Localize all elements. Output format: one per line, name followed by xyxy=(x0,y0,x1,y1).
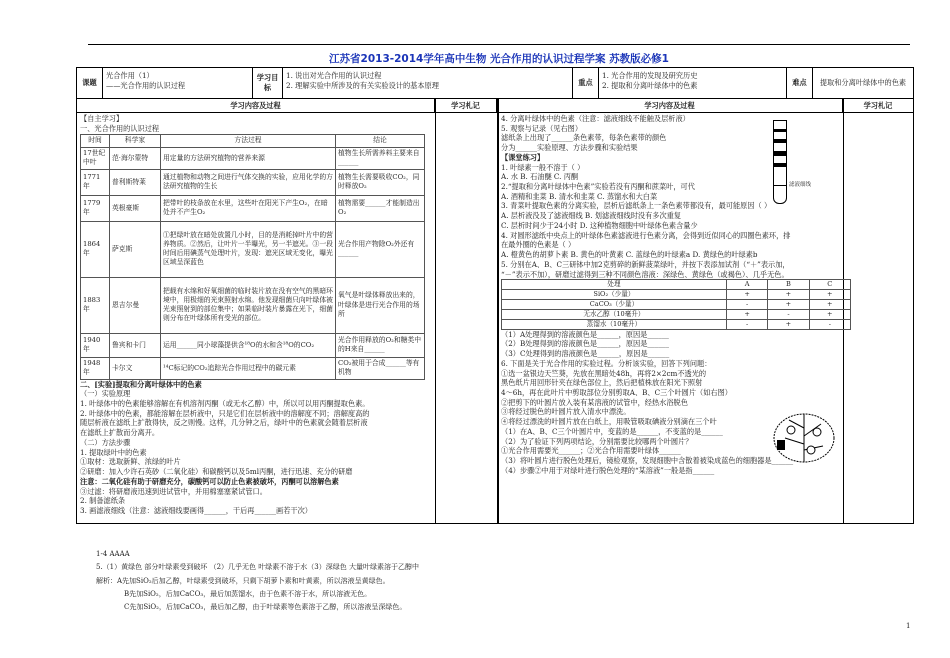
leaf-diagram xyxy=(769,408,839,468)
table-header-row xyxy=(81,135,425,147)
method-cell: 把带叶的枝条放在水里，这些叶在阳光下产生O₂，在暗处并不产生O₂ xyxy=(161,195,336,221)
table-header-cell: 方法过程 xyxy=(161,135,336,147)
table-cell: 无水乙醇（10毫升） xyxy=(502,309,727,319)
method-cell: 运用______同小球藻提供含¹⁸O的水和含¹⁸O的CO₂ xyxy=(161,333,336,357)
step: 1. 提取绿叶中的色素 xyxy=(80,447,147,457)
question-options: A. 酒精和韭菜 B. 清水和韭菜 C. 蒸馏水和大白菜 xyxy=(501,191,658,201)
answer-line: C先加SiO₂，后加CaCO₃，最后加乙醇，由于叶绿素等色素溶于乙醇，所以溶液呈深绿色。 xyxy=(124,603,407,612)
question-options: A. 层析液没及了滤液细线 B. 划滤液细线时没有多次重复 xyxy=(501,211,682,221)
sub-question: （1）在A、B、C三个叶圆片中，变蓝的是______，不变蓝的是______ xyxy=(501,426,723,436)
sub-question: （3）C处理得到的溶液颜色是______，原因是______ xyxy=(501,349,670,359)
key-list xyxy=(599,68,787,98)
step: ②研磨：加入少许石英砂（二氧化硅）和碳酸钙以及5ml丙酮，进行迅速、充分的研磨 xyxy=(80,467,353,477)
question-options: C. 层析时间少于24小时 D. 这种植物细胞中叶绿体色素含量少 xyxy=(501,220,698,230)
conclusion-cell: 氧气是叶绿体释放出来的，叶绿体是进行光合作用的场所 xyxy=(336,277,425,333)
conclusion-cell: CO₂被用于合成______等有机物 xyxy=(336,357,425,379)
step: 3. 画滤液细线（注意：滤液细线要画得______，干后再______画若干次） xyxy=(80,505,312,515)
method-cell: 用定量的方法研究植物的营养来源 xyxy=(161,147,336,169)
table-header-cell: 结论 xyxy=(336,135,425,147)
topic-label: 课题 xyxy=(77,68,103,98)
difficulty-value: 提取和分离叶绿体中的色素 xyxy=(819,78,907,88)
step: 5. 观察与记录（见右图） xyxy=(501,123,583,133)
key-item: 2. 提取和分离叶绿体中的色素 xyxy=(602,80,698,90)
paragraph: 2. 叶绿体中的色素，都能溶解在层析液中，只是它们在层析液中的溶解度不同；溶解度高的 xyxy=(80,408,370,418)
step: 4. 分离叶绿体中的色素（注意：滤液细线不能触及层析液） xyxy=(501,114,690,123)
paragraph: 在滤纸上扩散而分离开。 xyxy=(80,428,160,438)
key-label: 重点 xyxy=(573,68,599,98)
table-row xyxy=(81,357,425,379)
filter-paper-strip xyxy=(773,120,787,204)
topic-line-2: ——光合作用的认识过程 xyxy=(106,80,186,90)
question: 6. 下面是关于光合作用的实验过程。分析该实验，回答下列问题： xyxy=(501,358,712,368)
pigment-band xyxy=(774,139,786,143)
table-cell: + xyxy=(768,300,809,310)
topic-value xyxy=(103,68,253,98)
step: ④将经过漂洗的叶圆片放在白纸上，用吸管吸取碘液分别滴在三个叶 xyxy=(501,417,717,427)
table-cell: + xyxy=(809,309,850,319)
method-cell: ¹⁴C标记的CO₂追踪光合作用过程中的碳元素 xyxy=(161,357,336,379)
time-cell: 1948年 xyxy=(81,357,110,379)
table-header-cell: C xyxy=(809,280,850,290)
question: 1. 叶绿素一般不溶于（ ） xyxy=(501,162,585,172)
table-header-cell: 时间 xyxy=(81,135,110,147)
table-row xyxy=(81,333,425,357)
col-header-content-left: 学习内容及过程 xyxy=(77,99,435,113)
question-options: A. 橙黄色的胡萝卜素 B. 黄色的叶黄素 C. 蓝绿色的叶绿素a D. 黄绿色的叶绿素b xyxy=(501,250,758,260)
paragraph: 1. 叶绿体中的色素能够溶解在有机溶剂丙酮（或无水乙醇）中，所以可以用丙酮提取色素。 xyxy=(80,399,370,409)
sub-heading: （一）实验原理 xyxy=(80,389,131,399)
step: 黑色纸片用回形针夹在绿色部位上，然后把植株放在阳光下照射 xyxy=(501,378,703,388)
goal-item: 2. 理解实验中所涉及的有关实验设计的基本原理 xyxy=(286,80,439,90)
conclusion-cell: 植物生长需要吸收CO₂，同时释放O₂ xyxy=(336,169,425,195)
table-header-cell: A xyxy=(726,280,767,290)
goal-label: 学习目标 xyxy=(253,68,283,98)
section-label: 【课堂练习】 xyxy=(501,152,545,162)
question: 在最外圈的色素是（ ） xyxy=(501,240,576,250)
page-number: 1 xyxy=(906,622,911,630)
step: 分为______实验原理、方法步骤和实验结果 xyxy=(501,143,638,153)
answer-section xyxy=(96,548,419,614)
table-row xyxy=(81,277,425,333)
divider xyxy=(435,99,436,523)
answer-line: 解析：A先加SiO₂后加乙醇，叶绿素受到破坏，只剩下胡萝卜素和叶黄素，所以溶液呈黄绿色。 xyxy=(96,576,390,585)
table-cell: - xyxy=(726,300,767,310)
step: ①选一盆银边天竺葵，先放在黑暗处48h，再将2×2cm不透光的 xyxy=(501,368,707,378)
table-cell: - xyxy=(726,319,767,329)
method-cell: ①把绿叶放在暗处放置几小时，目的是消耗掉叶片中的营养物质。②然后，让叶片一半曝光，另一半遮光。③一段时间后用碘蒸气处理叶片，发现：遮光区域无变化，曝光区域呈深蓝色 xyxy=(161,221,336,277)
question: 3. 青菜叶提取色素的分离实验，层析后滤纸条上一条色素带都没有，最可能原因（ ） xyxy=(501,201,772,211)
table-cell: CaCO₃（少量） xyxy=(502,300,727,310)
pigment-band xyxy=(774,129,786,132)
scientist-cell: 恩吉尔曼 xyxy=(110,277,161,333)
table-row xyxy=(502,319,851,329)
question: “－”表示不加），研磨过滤得到三种不同颜色溶液：深绿色、黄绿色（或褐色）、几乎无色。 xyxy=(501,269,789,279)
col-header-notes-left: 学习札记 xyxy=(435,99,497,113)
table-row xyxy=(502,290,851,300)
sub-question: （2）B处理得到的溶液颜色是______，原因是______ xyxy=(501,339,669,349)
table-cell: 蒸馏水（10毫升） xyxy=(502,319,727,329)
table-header-cell: 处理 xyxy=(502,280,727,290)
time-cell: 1779年 xyxy=(81,195,110,221)
question: 5. 分别在A、B、C三研钵中加2克剪碎的新鲜菠菜绿叶，并按下表添加试剂（“＋”表示加， xyxy=(501,259,790,269)
table-row xyxy=(502,300,851,310)
table-row xyxy=(81,169,425,195)
table-header-cell: B xyxy=(768,280,809,290)
table-row xyxy=(81,221,425,277)
step: ②把剪下的叶圆片放入装有某溶液的试管中，经热水浴脱色 xyxy=(501,397,688,407)
note: 注意：二氧化硅有助于研磨充分，碳酸钙可以防止色素被破坏，丙酮可以溶解色素 xyxy=(80,476,339,486)
table-cell: SiO₂（少量） xyxy=(502,290,727,300)
sub-question: ①光合作用需要光______；②光合作用需要叶绿体______ xyxy=(501,446,681,456)
difficulty-label: 难点 xyxy=(787,68,813,98)
leaf-figure xyxy=(769,408,839,468)
pigment-band xyxy=(774,151,786,156)
method-cell: 通过植物和动物之间进行气体交换的实验，应用化学的方法研究植物的生长 xyxy=(161,169,336,195)
table-cell: + xyxy=(726,309,767,319)
scientist-cell: 萨克斯 xyxy=(110,221,161,277)
answer-line: B先加SiO₂，后加CaCO₃，最后加蒸馏水，由于色素不溶于水，所以溶液无色。 xyxy=(124,589,372,598)
sub-question: （3）将叶圆片进行脱色处理后，镜检观察，发现细胞中含散着被染成蓝色的细胞器是______ xyxy=(501,456,794,466)
answer-line: 1-4 AAAA xyxy=(96,550,130,558)
page-title: 江苏省2013-2014学年高中生物 光合作用的认识过程学案 苏教版必修1 xyxy=(329,53,669,65)
scientist-cell: 鲁宾和卡门 xyxy=(110,333,161,357)
left-content xyxy=(80,114,432,516)
history-table xyxy=(80,134,425,379)
pigment-band xyxy=(774,163,786,167)
time-cell: 17世纪中叶 xyxy=(81,147,110,169)
table-header-row xyxy=(502,280,851,290)
goal-list xyxy=(283,68,573,98)
sub-heading: （二）方法步骤 xyxy=(80,437,131,447)
scientist-cell: 卡尔文 xyxy=(110,357,161,379)
scientist-cell: 普利斯特莱 xyxy=(110,169,161,195)
chromatography-figure xyxy=(761,120,841,212)
step: ③将经过脱色的叶圆片放入清水中漂洗。 xyxy=(501,407,631,417)
question: 4. 对圆形滤纸中央点上的叶绿体色素滤液进行色素分离，会得到近似同心的四圈色素环，排 xyxy=(501,230,791,240)
section-label: 【自主学习】 xyxy=(80,114,124,123)
treatment-table xyxy=(501,279,851,329)
time-cell: 1864年 xyxy=(81,221,110,277)
table-cell: + xyxy=(809,290,850,300)
table-cell: + xyxy=(768,319,809,329)
section-heading: 二、[实验]提取和分离叶绿体中的色素 xyxy=(80,379,202,389)
table-cell: - xyxy=(809,319,850,329)
time-cell: 1883年 xyxy=(81,277,110,333)
header-row xyxy=(77,68,913,99)
top-rule xyxy=(88,44,910,45)
step: ③过滤：将研磨液迅速到进试管中，并用棉塞塞紧试管口。 xyxy=(80,486,267,496)
goal-item: 1. 说出对光合作用的认识过程 xyxy=(286,71,382,80)
table-cell: + xyxy=(768,290,809,300)
time-cell: 1940年 xyxy=(81,333,110,357)
section-heading: 一、光合作用的认识过程 xyxy=(80,123,160,133)
conclusion-cell: 植物需要______才能制造出O₂ xyxy=(336,195,425,221)
sub-question: （1）A处理得到的溶液颜色是______，原因是______ xyxy=(501,329,669,339)
paragraph: 随层析液在滤纸上扩散得快，反之则慢。这样，几分钟之后，绿叶中的色素就会随着层析液 xyxy=(80,418,368,428)
method-cell: 把载有水绵和好氧细菌的临时装片放在没有空气的黑暗环境中，用极细的光束照射水绵。他发现细菌只向叶绿体被光束照射到的部位集中；如果临时装片暴露在光下，细菌则分布在叶绿体所有受光的部位。 xyxy=(161,277,336,333)
time-cell: 1771年 xyxy=(81,169,110,195)
strip-label: 滤液细线 xyxy=(789,182,812,188)
question: 2.“提取和分离叶绿体中色素”实验若没有丙酮和蔗菜叶，可代 xyxy=(501,182,695,192)
table-row xyxy=(81,195,425,221)
col-header-content-right: 学习内容及过程 xyxy=(497,99,843,113)
topic-line-1: 光合作用（1） xyxy=(106,71,154,80)
question-options: A. 水 B. 石油醚 C. 丙酮 xyxy=(501,172,579,182)
step: ①取材：选取新鲜、浓绿的叶片 xyxy=(80,457,181,467)
table-header-cell: 科学家 xyxy=(110,135,161,147)
table-row xyxy=(81,147,425,169)
conclusion-cell: 光合作用释放的O₂和糖类中的H来自______ xyxy=(336,333,425,357)
worksheet-frame xyxy=(76,67,914,524)
scientist-cell: 英根豪斯 xyxy=(110,195,161,221)
filter-line xyxy=(774,185,786,186)
table-row xyxy=(502,309,851,319)
step: 滤纸条上出现了______条色素带，每条色素带的颜色 xyxy=(501,133,667,143)
table-cell: - xyxy=(768,309,809,319)
table-cell: + xyxy=(726,290,767,300)
step: 4～6h，再在此叶片中剪取部位分别剪取A、B、C三个叶圆片（如右图） xyxy=(501,387,732,397)
conclusion-cell: 植物生长所需养料主要来自______ xyxy=(336,147,425,169)
step: 2. 制备滤纸条 xyxy=(80,496,126,506)
sub-question: （2）为了验证下列两项结论，分别需要比较哪两个叶圆片？ xyxy=(501,436,693,446)
conclusion-cell: 光合作用产物除O₂外还有______ xyxy=(336,221,425,277)
divider xyxy=(497,99,499,523)
scientist-cell: 范·海尔蒙特 xyxy=(110,147,161,169)
col-header-notes-right: 学习札记 xyxy=(843,99,913,113)
sub-question: （4）步骤②中用于对绿叶进行脱色处理的“某溶液”一般是指______ xyxy=(501,465,715,475)
key-item: 1. 光合作用的发现及研究历史 xyxy=(602,71,698,80)
table-cell: + xyxy=(809,300,850,310)
answer-line: 5.（1）黄绿色 部分叶绿素受到破坏 （2）几乎无色 叶绿素不溶于水（3）深绿色 大量叶绿素溶于乙醇中 xyxy=(96,563,419,572)
